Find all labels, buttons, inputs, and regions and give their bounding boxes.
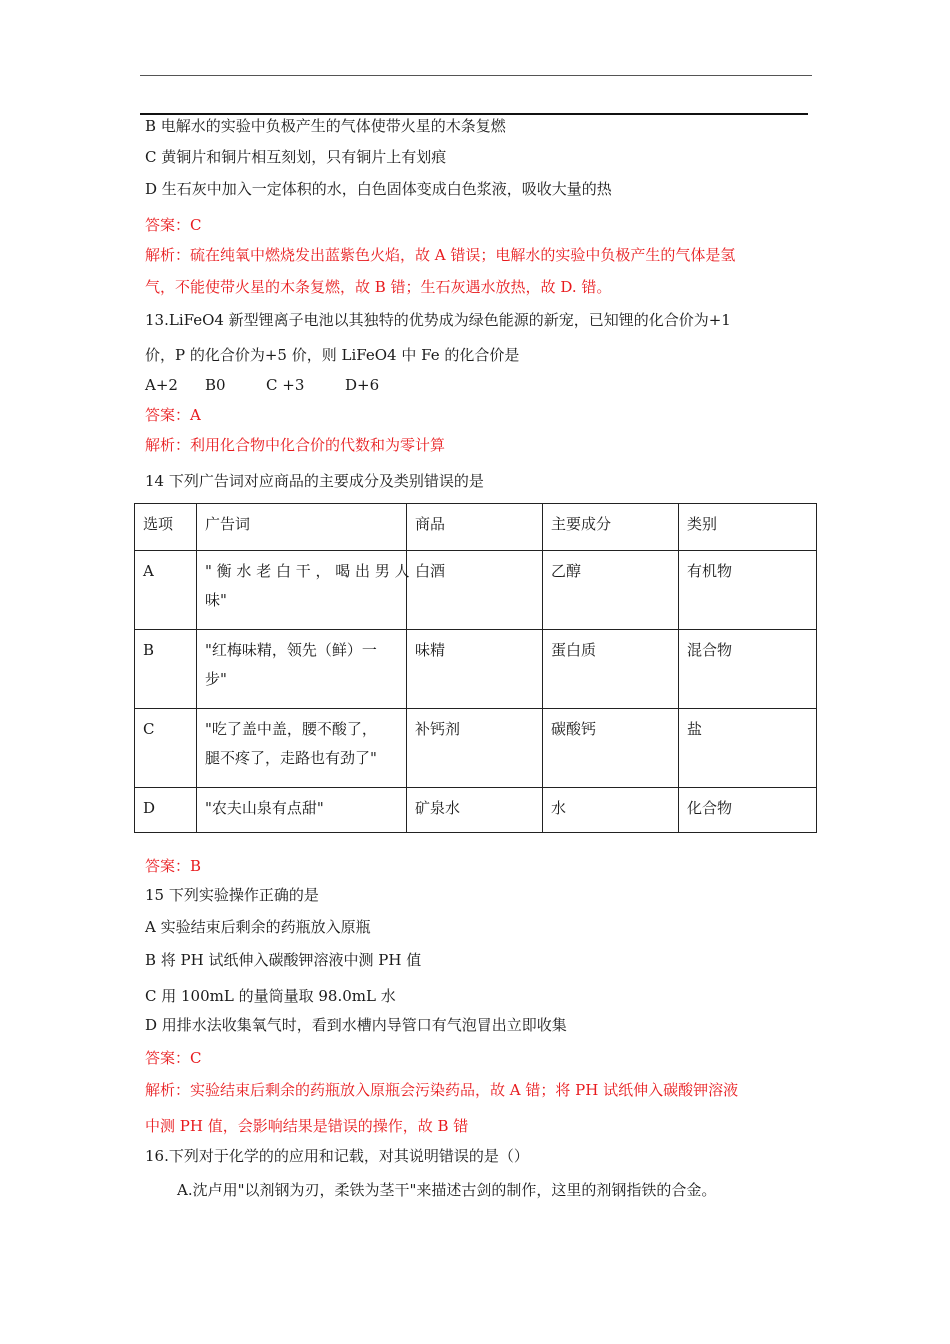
slogan-line: 腿不疼了，走路也有劲了" (205, 749, 377, 767)
cell-option: B (135, 630, 197, 709)
q15-option-b: B 将 PH 试纸伸入碳酸钾溶液中测 PH 值 (145, 951, 422, 969)
cell-option: C (135, 709, 197, 788)
q12-option-c: C 黄铜片和铜片相互刻划，只有铜片上有划痕 (145, 148, 447, 166)
q15-option-a: A 实验结束后剩余的药瓶放入原瓶 (145, 918, 371, 936)
cell-category: 混合物 (679, 630, 817, 709)
cell-slogan (197, 551, 410, 630)
cell-product: 补钙剂 (407, 709, 543, 788)
cell-product: 白酒 (407, 551, 543, 630)
cell-slogan (197, 630, 407, 709)
q12-explanation-line2: 气，不能使带火星的木条复燃，故 B 错；生石灰遇水放热，故 D. 错。 (145, 278, 612, 296)
q15-option-d: D 用排水法收集氧气时，看到水槽内导管口有气泡冒出立即收集 (145, 1016, 567, 1034)
header-rule (140, 75, 812, 76)
cell-component: 水 (543, 788, 679, 833)
cell-component: 碳酸钙 (543, 709, 679, 788)
q15-explanation-line1: 解析：实验结束后剩余的药瓶放入原瓶会污染药品，故 A 错；将 PH 试纸伸入碳酸钾溶液 (145, 1081, 739, 1099)
cell-component: 乙醇 (543, 551, 679, 630)
cell-category: 化合物 (679, 788, 817, 833)
q12-explanation-line1: 解析：硫在纯氧中燃烧发出蓝紫色火焰，故 A 错误；电解水的实验中负极产生的气体是氢 (145, 246, 736, 264)
q12-option-b: B 电解水的实验中负极产生的气体使带火星的木条复燃 (145, 117, 506, 135)
q15-stem: 15 下列实验操作正确的是 (145, 886, 319, 904)
cell-product: 味精 (407, 630, 543, 709)
q13-option-b: B0 (205, 376, 226, 394)
header-component: 主要成分 (543, 504, 679, 551)
q13-option-c: C +3 (266, 376, 305, 394)
cell-category: 盐 (679, 709, 817, 788)
header-option: 选项 (135, 504, 197, 551)
q12-option-d: D 生石灰中加入一定体积的水，白色固体变成白色浆液，吸收大量的热 (145, 180, 612, 198)
q14-stem: 14 下列广告词对应商品的主要成分及类别错误的是 (145, 472, 484, 490)
header-category: 类别 (679, 504, 817, 551)
cell-category: 有机物 (679, 551, 817, 630)
q16-option-a: A.沈卢用"以剂钢为刃，柔铁为茎干"来描述古剑的制作，这里的剂钢指铁的合金。 (177, 1181, 717, 1199)
cell-component: 蛋白质 (543, 630, 679, 709)
q15-explanation-line2: 中测 PH 值，会影响结果是错误的操作，故 B 错 (145, 1117, 469, 1135)
q13-option-d: D+6 (345, 376, 380, 394)
slogan-line: " 衡 水 老 白 干 ， 喝 出 男 人 (205, 562, 410, 580)
table-row (135, 788, 817, 833)
q12-answer: 答案：C (145, 216, 202, 234)
cell-slogan (197, 709, 407, 788)
q13-stem-line2: 价，P 的化合价为+5 价，则 LiFeO4 中 Fe 的化合价是 (145, 346, 520, 364)
q15-answer: 答案：C (145, 1049, 202, 1067)
table-row (135, 709, 817, 788)
q13-stem-line1: 13.LiFeO4 新型锂离子电池以其独特的优势成为绿色能源的新宠，已知锂的化合价为+1 (145, 311, 731, 329)
q13-explanation: 解析：利用化合物中化合价的代数和为零计算 (145, 436, 446, 454)
q14-options-table (134, 503, 817, 833)
slogan-line: "红梅味精，领先（鲜）一 (205, 641, 377, 659)
slogan-line: "吃了盖中盖，腰不酸了， (205, 720, 377, 738)
slogan-line: 味" (205, 591, 227, 609)
q15-option-c: C 用 100mL 的量筒量取 98.0mL 水 (145, 987, 396, 1005)
header-slogan: 广告词 (197, 504, 407, 551)
table-header-row (135, 504, 817, 551)
table-row (135, 551, 817, 630)
cell-option: D (135, 788, 197, 833)
cell-product: 矿泉水 (407, 788, 543, 833)
section-rule (140, 113, 808, 115)
cell-slogan: "农夫山泉有点甜" (197, 788, 407, 833)
q14-answer: 答案：B (145, 857, 202, 875)
header-product: 商品 (407, 504, 543, 551)
cell-option: A (135, 551, 197, 630)
q16-stem: 16.下列对于化学的的应用和记载，对其说明错误的是（） (145, 1147, 529, 1165)
slogan-line: 步" (205, 670, 227, 688)
q13-answer: 答案：A (145, 406, 201, 424)
q13-option-a: A+2 (145, 376, 178, 394)
table-row (135, 630, 817, 709)
